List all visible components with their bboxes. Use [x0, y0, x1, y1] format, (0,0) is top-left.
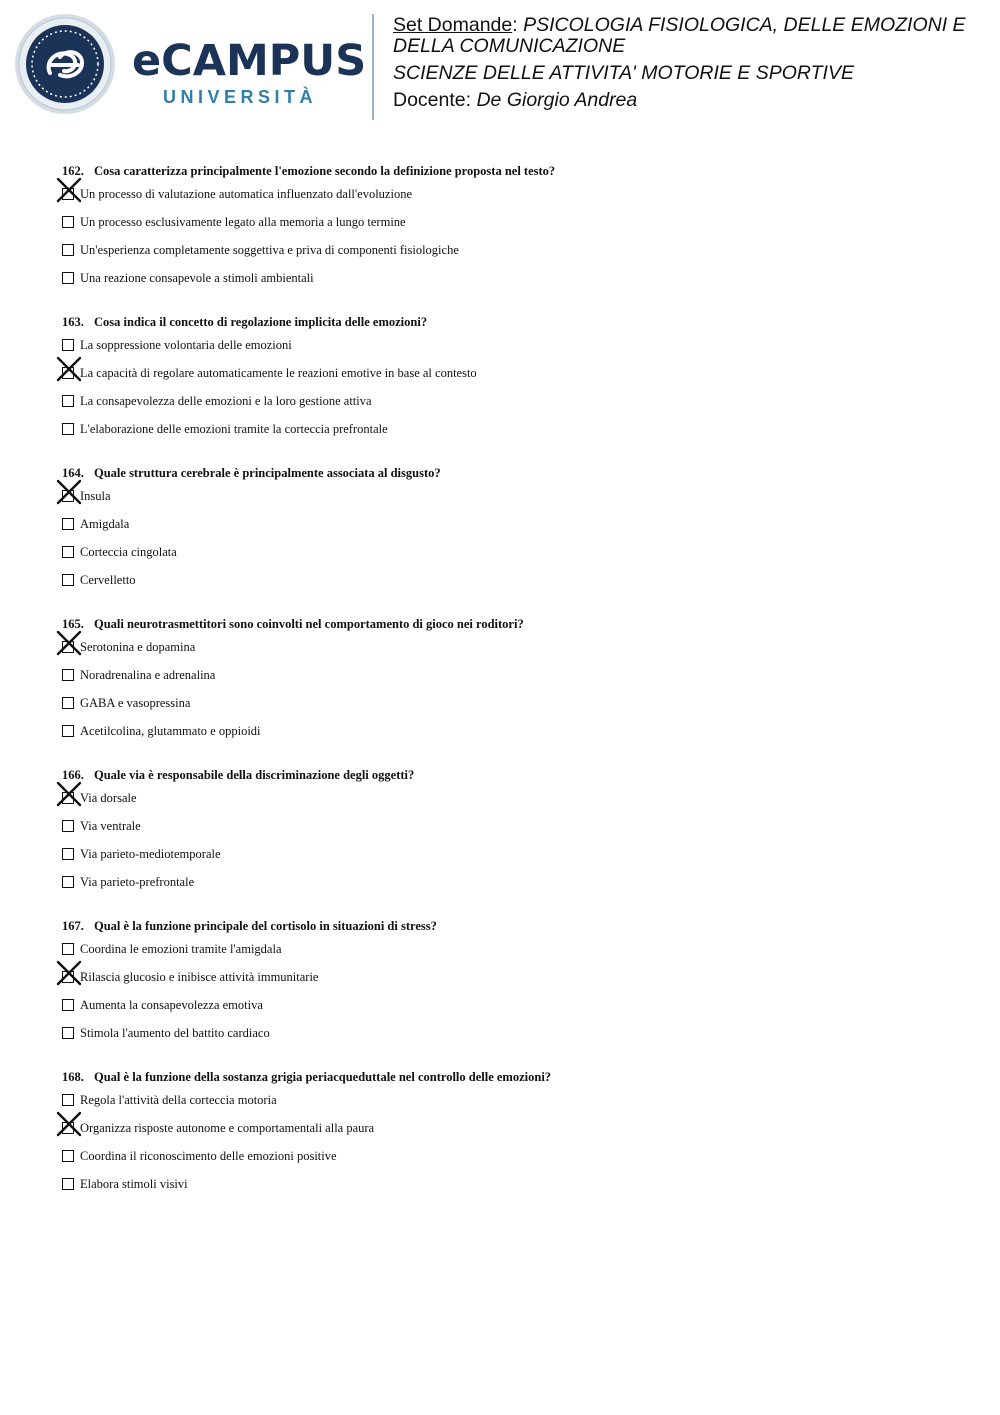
- option-item[interactable]: [62, 339, 962, 367]
- option-item[interactable]: [62, 876, 962, 904]
- option-checkbox[interactable]: [62, 546, 74, 558]
- option-item[interactable]: [62, 216, 962, 244]
- question-title: [62, 1068, 962, 1086]
- question-number: 164.: [62, 466, 84, 480]
- question-number: 166.: [62, 768, 84, 782]
- option-checkbox[interactable]: [62, 999, 74, 1011]
- option-checkbox[interactable]: [62, 244, 74, 256]
- option-item[interactable]: [62, 574, 962, 602]
- checked-x-icon: [56, 479, 82, 505]
- option-checkbox[interactable]: [62, 339, 74, 351]
- option-checkbox[interactable]: [62, 697, 74, 709]
- option-label: Serotonina e dopamina: [80, 640, 196, 654]
- checked-x-icon: [56, 356, 82, 382]
- option-checkbox[interactable]: [62, 1150, 74, 1162]
- option-label: La soppressione volontaria delle emozioni: [80, 338, 292, 352]
- option-item[interactable]: [62, 971, 962, 999]
- option-item[interactable]: [62, 669, 962, 697]
- option-checkbox[interactable]: [62, 574, 74, 586]
- option-checkbox[interactable]: [62, 216, 74, 228]
- option-label: Stimola l'aumento del battito cardiaco: [80, 1026, 270, 1040]
- question-text: Qual è la funzione principale del cortisolo in situazioni di stress?: [94, 919, 437, 933]
- option-item[interactable]: [62, 272, 962, 300]
- question-166: [62, 766, 962, 917]
- option-item[interactable]: [62, 1027, 962, 1055]
- option-label: L'elaborazione delle emozioni tramite la corteccia prefrontale: [80, 422, 388, 436]
- option-item[interactable]: [62, 490, 962, 518]
- option-label: Rilascia glucosio e inibisce attività immunitarie: [80, 970, 319, 984]
- question-title: [62, 162, 962, 180]
- question-text: Quale via è responsabile della discriminazione degli oggetti?: [94, 768, 415, 782]
- option-label: Amigdala: [80, 517, 130, 531]
- option-item[interactable]: [62, 848, 962, 876]
- question-title: [62, 766, 962, 784]
- option-label: Corteccia cingolata: [80, 545, 177, 559]
- question-set: [62, 162, 962, 1219]
- question-168: [62, 1068, 962, 1219]
- option-item[interactable]: [62, 725, 962, 753]
- option-list: [62, 792, 962, 904]
- option-checkbox[interactable]: [62, 395, 74, 407]
- checked-x-icon: [56, 177, 82, 203]
- question-number: 167.: [62, 919, 84, 933]
- option-item[interactable]: [62, 518, 962, 546]
- question-165: [62, 615, 962, 766]
- checked-x-icon: [56, 630, 82, 656]
- option-label: Un processo di valutazione automatica influenzato dall'evoluzione: [80, 187, 412, 201]
- course-title: PSICOLOGIA FISIOLOGICA, DELLE EMOZIONI E DELLA COMUNICAZIONE: [393, 14, 966, 57]
- question-title: [62, 615, 962, 633]
- option-list: [62, 1094, 962, 1206]
- question-number: 165.: [62, 617, 84, 631]
- checked-x-icon: [56, 960, 82, 986]
- option-list: [62, 490, 962, 602]
- question-text: Cosa caratterizza principalmente l'emozione secondo la definizione proposta nel testo?: [94, 164, 556, 178]
- option-list: [62, 641, 962, 753]
- option-label: Cervelletto: [80, 573, 136, 587]
- option-label: Acetilcolina, glutammato e oppioidi: [80, 724, 261, 738]
- question-text: Quali neurotrasmettitori sono coinvolti nel comportamento di gioco nei roditori?: [94, 617, 524, 631]
- option-checkbox[interactable]: [62, 272, 74, 284]
- option-list: [62, 188, 962, 300]
- option-item[interactable]: [62, 367, 962, 395]
- option-item[interactable]: [62, 820, 962, 848]
- degree-line: [393, 63, 983, 84]
- header-info: [393, 15, 983, 111]
- teacher-label: Docente:: [393, 89, 477, 111]
- option-item[interactable]: [62, 697, 962, 725]
- question-text: Cosa indica il concetto di regolazione implicita delle emozioni?: [94, 315, 428, 329]
- option-item[interactable]: [62, 1094, 962, 1122]
- option-label: GABA e vasopressina: [80, 696, 191, 710]
- option-checkbox[interactable]: [62, 820, 74, 832]
- option-label: Insula: [80, 489, 111, 503]
- question-164: [62, 464, 962, 615]
- option-checkbox[interactable]: [62, 423, 74, 435]
- option-label: Regola l'attività della corteccia motoria: [80, 1093, 277, 1107]
- option-label: Coordina il riconoscimento delle emozioni positive: [80, 1149, 337, 1163]
- seal-icon: [14, 13, 116, 115]
- set-label: Set Domande: [393, 14, 513, 36]
- option-item[interactable]: [62, 641, 962, 669]
- option-label: Organizza risposte autonome e comportamentali alla paura: [80, 1121, 375, 1135]
- option-label: Un processo esclusivamente legato alla memoria a lungo termine: [80, 215, 406, 229]
- question-text: Quale struttura cerebrale è principalmente associata al disgusto?: [94, 466, 441, 480]
- option-label: Via parieto-mediotemporale: [80, 847, 221, 861]
- option-label: La capacità di regolare automaticamente le reazioni emotive in base al contesto: [80, 366, 477, 380]
- option-label: Coordina le emozioni tramite l'amigdala: [80, 942, 282, 956]
- option-item[interactable]: [62, 1122, 962, 1150]
- option-checkbox[interactable]: [62, 943, 74, 955]
- option-list: [62, 339, 962, 451]
- universita-wordmark: UNIVERSITÀ: [163, 87, 318, 107]
- option-label: Via parieto-prefrontale: [80, 875, 195, 889]
- option-label: Elabora stimoli visivi: [80, 1177, 188, 1191]
- option-item[interactable]: [62, 999, 962, 1027]
- option-label: Una reazione consapevole a stimoli ambientali: [80, 271, 314, 285]
- option-label: Aumenta la consapevolezza emotiva: [80, 998, 263, 1012]
- option-checkbox[interactable]: [62, 848, 74, 860]
- checked-x-icon: [56, 781, 82, 807]
- course-line: [393, 15, 983, 57]
- option-label: Noradrenalina e adrenalina: [80, 668, 216, 682]
- question-title: [62, 313, 962, 331]
- question-163: [62, 313, 962, 464]
- option-checkbox[interactable]: [62, 1094, 74, 1106]
- option-checkbox[interactable]: [62, 1178, 74, 1190]
- teacher-name: De Giorgio Andrea: [476, 89, 638, 111]
- set-separator: :: [512, 14, 524, 36]
- option-item[interactable]: [62, 188, 962, 216]
- teacher-line: [393, 90, 983, 111]
- option-list: [62, 943, 962, 1055]
- option-item[interactable]: [62, 395, 962, 423]
- ecampus-seal-logo: [14, 13, 116, 115]
- option-label: Via ventrale: [80, 819, 141, 833]
- option-item[interactable]: [62, 423, 962, 451]
- option-label: Via dorsale: [80, 791, 137, 805]
- question-number: 168.: [62, 1070, 84, 1084]
- checked-x-icon: [56, 1111, 82, 1137]
- question-title: [62, 464, 962, 482]
- option-item[interactable]: [62, 943, 962, 971]
- option-label: La consapevolezza delle emozioni e la loro gestione attiva: [80, 394, 372, 408]
- question-text: Qual è la funzione della sostanza grigia periacqueduttale nel controllo delle emozioni?: [94, 1070, 552, 1084]
- ecampus-wordmark: eCAMPUS: [132, 36, 367, 86]
- option-item[interactable]: [62, 1150, 962, 1178]
- question-number: 163.: [62, 315, 84, 329]
- header-divider: [372, 14, 374, 120]
- option-item[interactable]: [62, 1178, 962, 1206]
- question-162: [62, 162, 962, 313]
- option-checkbox[interactable]: [62, 1027, 74, 1039]
- option-checkbox[interactable]: [62, 876, 74, 888]
- option-item[interactable]: [62, 792, 962, 820]
- option-item[interactable]: [62, 546, 962, 574]
- option-label: Un'esperienza completamente soggettiva e priva di componenti fisiologiche: [80, 243, 459, 257]
- question-title: [62, 917, 962, 935]
- option-item[interactable]: [62, 244, 962, 272]
- option-checkbox[interactable]: [62, 518, 74, 530]
- degree-name: SCIENZE DELLE ATTIVITA' MOTORIE E SPORTIVE: [393, 62, 854, 84]
- question-number: 162.: [62, 164, 84, 178]
- option-checkbox[interactable]: [62, 725, 74, 737]
- question-167: [62, 917, 962, 1068]
- option-checkbox[interactable]: [62, 669, 74, 681]
